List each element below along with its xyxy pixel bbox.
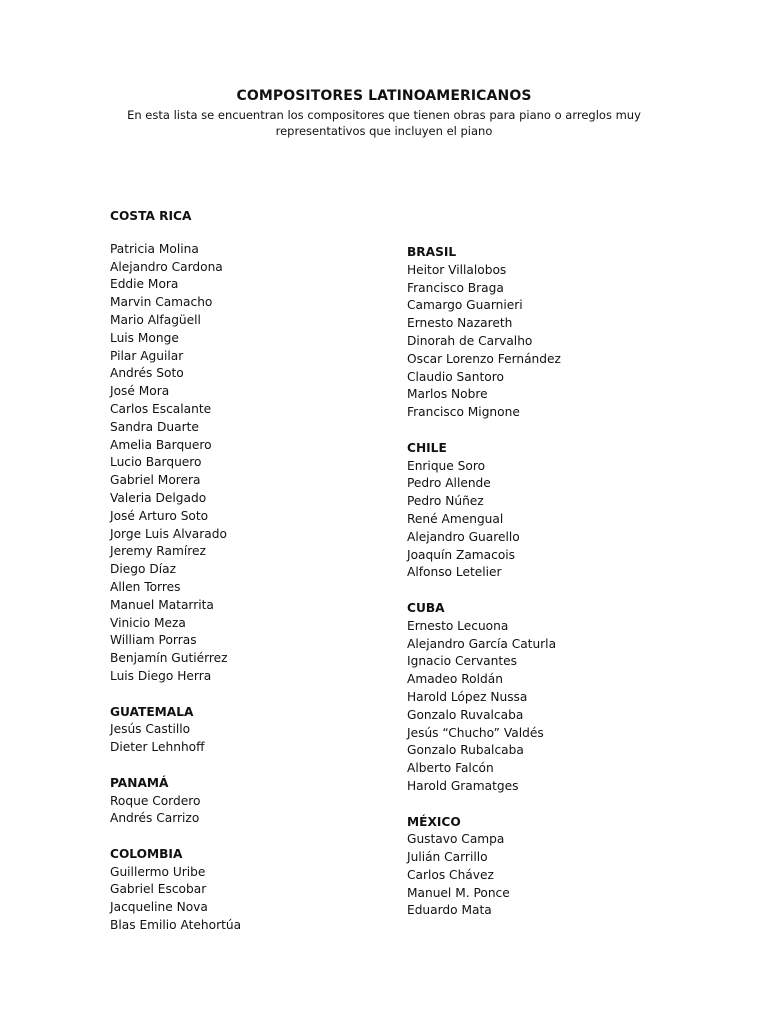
composer-name: Alejandro Guarello <box>407 529 520 544</box>
composer-list <box>407 458 707 583</box>
composer-name: Guillermo Uribe <box>110 864 206 879</box>
composer-list <box>110 793 380 829</box>
country-section-panama <box>110 775 380 828</box>
country-heading: COSTA RICA <box>110 209 192 223</box>
composer-name: William Porras <box>110 633 197 648</box>
composer-name: Gonzalo Rubalcaba <box>407 743 524 758</box>
composer-name: Gustavo Campa <box>407 832 505 847</box>
country-section-costa-rica <box>110 208 380 686</box>
composer-list <box>110 864 380 935</box>
composer-name: Pedro Núñez <box>407 494 484 509</box>
composer-name: José Arturo Soto <box>110 508 209 523</box>
country-section-brasil <box>407 244 707 422</box>
composer-name: Carlos Escalante <box>110 401 212 416</box>
document-subtitle: En esta lista se encuentran los compositores que tienen obras para piano o arreglos muy representativos que incluyen el piano <box>127 108 641 138</box>
composer-name: Gabriel Escobar <box>110 882 207 897</box>
composer-name: Claudio Santoro <box>407 369 504 384</box>
composer-name: Ernesto Lecuona <box>407 618 509 633</box>
composer-name: Luis Diego Herra <box>110 668 212 683</box>
country-section-chile <box>407 440 707 582</box>
composer-name: Manuel Matarrita <box>110 597 214 612</box>
composer-name: Eduardo Mata <box>407 903 492 918</box>
country-section-cuba <box>407 600 707 796</box>
composer-name: Camargo Guarnieri <box>407 298 523 313</box>
composer-name: Alejandro Cardona <box>110 259 223 274</box>
composer-name: Alejandro García Caturla <box>407 636 557 651</box>
composer-name: Amelia Barquero <box>110 437 212 452</box>
composer-list <box>407 262 707 422</box>
composer-name: Francisco Mignone <box>407 405 520 420</box>
composer-name: Lucio Barquero <box>110 455 202 470</box>
composer-name: Benjamín Gutiérrez <box>110 651 228 666</box>
composer-name: Jeremy Ramírez <box>110 544 206 559</box>
composer-list <box>110 721 380 757</box>
composer-name: Amadeo Roldán <box>407 672 503 687</box>
composer-name: Julián Carrillo <box>407 850 488 865</box>
composer-list <box>110 241 380 686</box>
composer-name: Pedro Allende <box>407 476 491 491</box>
document-header <box>0 88 768 139</box>
country-heading: MÉXICO <box>407 814 461 829</box>
composer-name: Harold Gramatges <box>407 778 519 793</box>
composer-name: Jesús Castillo <box>110 722 191 737</box>
composer-name: Allen Torres <box>110 579 181 594</box>
composer-name: Joaquín Zamacois <box>407 547 516 562</box>
composer-name: Alfonso Letelier <box>407 565 502 580</box>
country-heading: COLOMBIA <box>110 846 183 861</box>
composer-name: Vinicio Meza <box>110 615 186 630</box>
composer-name: Ernesto Nazareth <box>407 316 513 331</box>
country-heading: BRASIL <box>407 245 457 259</box>
composer-list <box>407 831 707 920</box>
country-heading: GUATEMALA <box>110 704 194 719</box>
country-heading: CHILE <box>407 440 447 455</box>
composer-name: Andrés Soto <box>110 366 184 381</box>
composer-name: Dinorah de Carvalho <box>407 333 533 348</box>
composer-name: Heitor Villalobos <box>407 262 507 277</box>
left-column <box>110 208 380 953</box>
composer-name: Marvin Camacho <box>110 295 213 310</box>
composer-name: Enrique Soro <box>407 458 486 473</box>
composer-name: Harold López Nussa <box>407 689 528 704</box>
country-heading: PANAMÁ <box>110 775 169 790</box>
composer-name: Pilar Aguilar <box>110 348 184 363</box>
composer-name: René Amengual <box>407 511 504 526</box>
composer-name: Francisco Braga <box>407 280 504 295</box>
composer-name: Eddie Mora <box>110 277 179 292</box>
composer-list <box>407 618 707 796</box>
composer-name: Carlos Chávez <box>407 867 494 882</box>
composer-name: Luis Monge <box>110 330 179 345</box>
document-title: COMPOSITORES LATINOAMERICANOS <box>236 88 532 104</box>
composer-name: Marlos Nobre <box>407 387 488 402</box>
composer-name: Roque Cordero <box>110 793 201 808</box>
country-section-guatemala <box>110 704 380 757</box>
composer-name: Diego Díaz <box>110 562 176 577</box>
composer-name: Jorge Luis Alvarado <box>110 526 227 541</box>
composer-name: José Mora <box>110 384 170 399</box>
composer-name: Sandra Duarte <box>110 419 199 434</box>
composer-name: Ignacio Cervantes <box>407 654 517 669</box>
right-column <box>407 244 707 938</box>
composer-name: Valeria Delgado <box>110 490 207 505</box>
composer-name: Jesús “Chucho” Valdés <box>407 725 544 740</box>
composer-name: Blas Emilio Atehortúa <box>110 918 242 933</box>
composer-name: Gabriel Morera <box>110 473 201 488</box>
composer-name: Oscar Lorenzo Fernández <box>407 351 561 366</box>
composer-name: Gonzalo Ruvalcaba <box>407 707 524 722</box>
composer-name: Alberto Falcón <box>407 761 494 776</box>
composer-name: Manuel M. Ponce <box>407 885 510 900</box>
composer-name: Jacqueline Nova <box>110 900 208 915</box>
country-section-mexico <box>407 814 707 921</box>
composer-name: Mario Alfagüell <box>110 312 201 327</box>
country-section-colombia <box>110 846 380 935</box>
country-heading: CUBA <box>407 600 445 615</box>
composer-name: Dieter Lehnhoff <box>110 740 205 755</box>
composer-name: Andrés Carrizo <box>110 811 200 826</box>
composer-name: Patricia Molina <box>110 241 199 256</box>
